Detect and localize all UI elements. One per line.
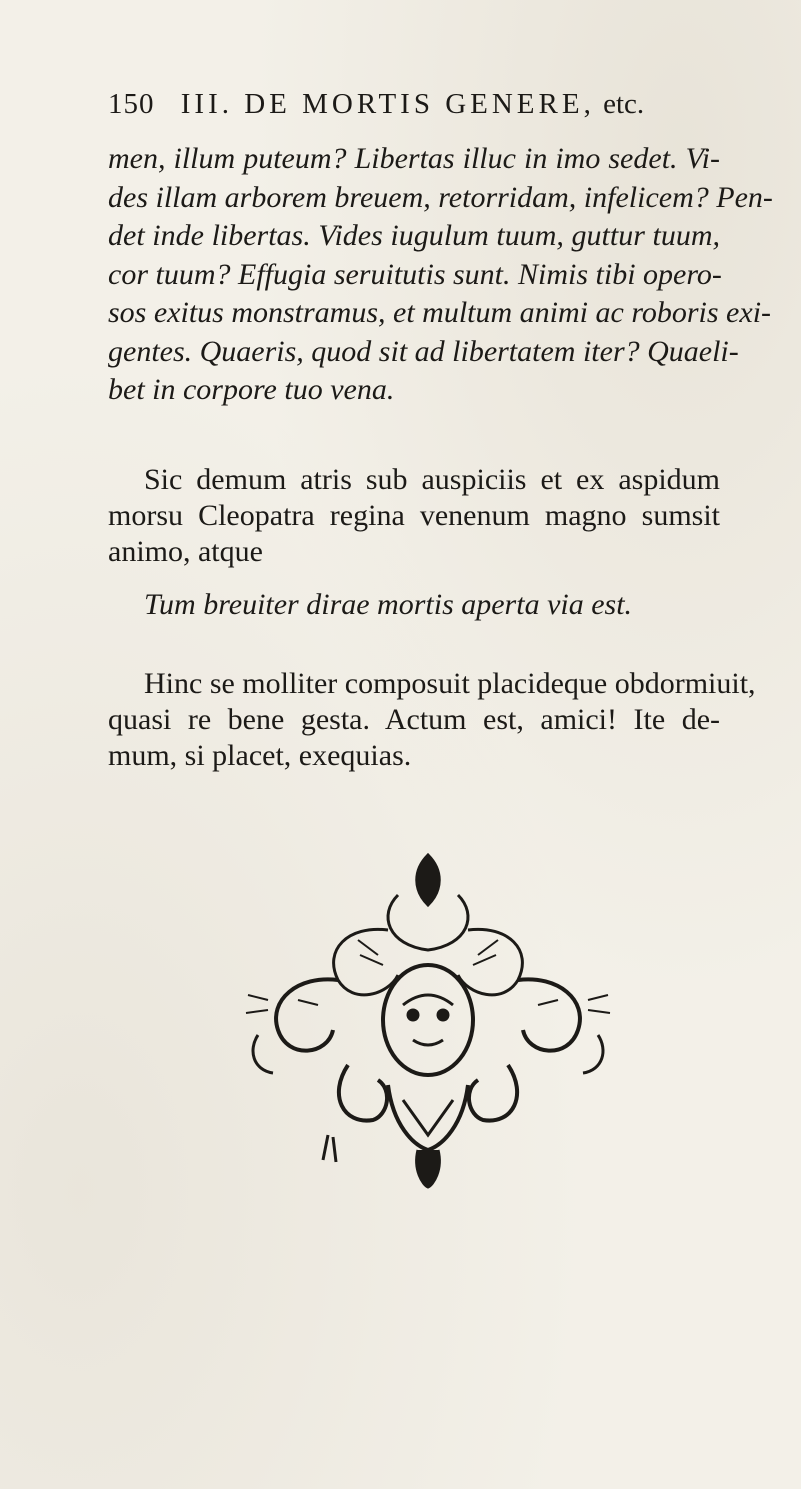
italic-quotation bbox=[108, 140, 773, 410]
italic-line: gentes. Quaeris, quod sit ad libertatem iter? Quaeli- bbox=[108, 334, 739, 368]
verse-line: Tum breuiter dirae mortis aperta via est. bbox=[144, 588, 633, 621]
italic-line: bet in corpore tuo vena. bbox=[108, 373, 395, 406]
chapter-title-etc: etc. bbox=[603, 88, 645, 120]
page-number: 150 bbox=[108, 88, 155, 120]
paragraph-line: Sic demum atris sub auspiciis et ex aspidum bbox=[144, 463, 720, 496]
running-head bbox=[108, 88, 668, 121]
italic-line: sos exitus monstramus, et multum animi ac roboris exi- bbox=[108, 296, 772, 329]
italic-line: men, illum puteum? Libertas illuc in imo sedet. Vi- bbox=[108, 142, 720, 175]
paragraph-line: Hinc se molliter composuit placideque obdormiuit, bbox=[144, 667, 756, 700]
italic-line: det inde libertas. Vides iugulum tuum, guttur tuum, bbox=[108, 219, 720, 252]
paragraph-line: morsu Cleopatra regina venenum magno sumsit bbox=[108, 499, 720, 532]
italic-line: cor tuum? Effugia seruitutis sunt. Nimis tibi opero- bbox=[108, 257, 722, 291]
paragraph-conclusion bbox=[108, 666, 756, 774]
paragraph-line: mum, si placet, exequias. bbox=[108, 739, 412, 772]
tailpiece-ornament-icon bbox=[228, 835, 628, 1195]
paragraph-line: quasi re bene gesta. Actum est, amici! Ite de- bbox=[108, 703, 720, 736]
italic-line: des illam arborem breuem, retorridam, infelicem? Pen- bbox=[108, 180, 773, 214]
paragraph-line: animo, atque bbox=[108, 535, 263, 568]
paragraph-cleopatra bbox=[108, 462, 720, 570]
chapter-title: III. DE MORTIS GENERE, bbox=[180, 88, 595, 120]
